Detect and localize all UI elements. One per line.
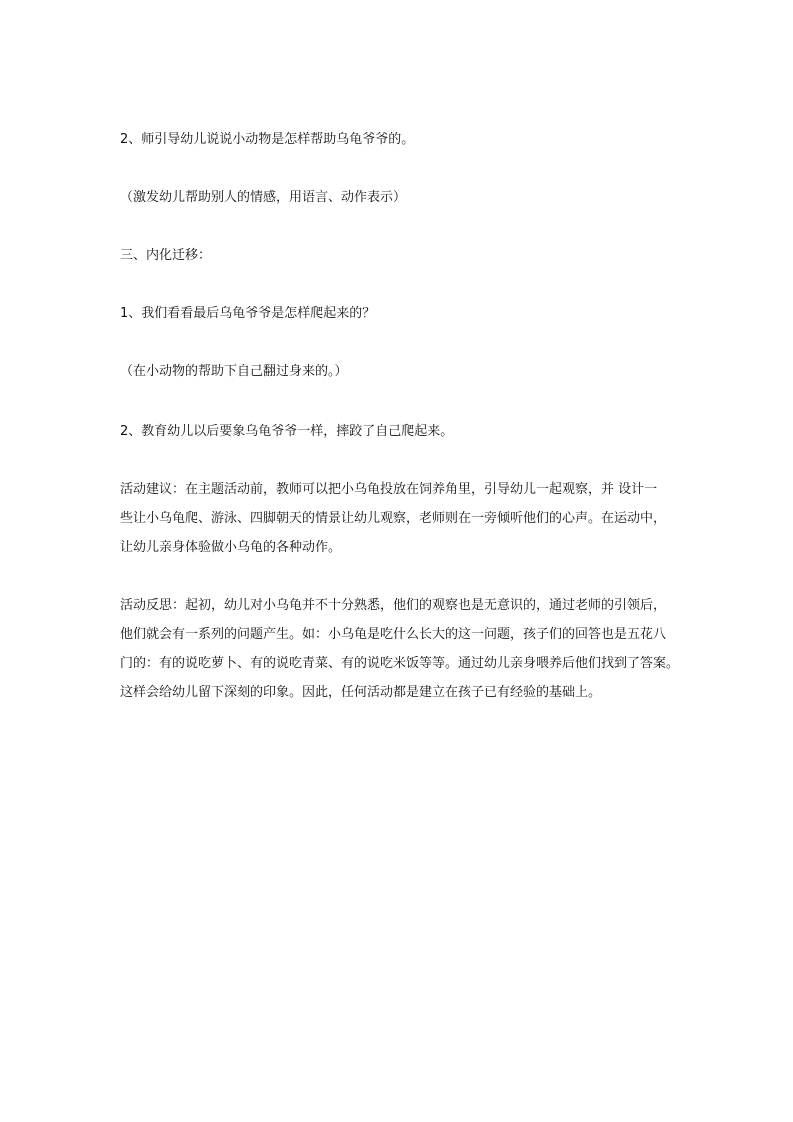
activity-reflection-line: 活动反思：起初，幼儿对小乌龟并不十分熟悉，他们的观察也是无意识的，通过老师的引领后， xyxy=(120,598,667,613)
activity-reflection-line: 这样会给幼儿留下深刻的印象。因此，任何活动都是建立在孩子已有经验的基础上。 xyxy=(120,685,602,700)
activity-suggestion-line: 让幼儿亲身体验做小乌龟的各种动作。 xyxy=(120,540,342,555)
activity-suggestion-paragraph xyxy=(120,475,680,562)
activity-suggestion-line: 活动建议：在主题活动前，教师可以把小乌龟投放在饲养角里，引导幼儿一起观察，并 设计一 xyxy=(120,482,658,497)
activity-reflection-paragraph xyxy=(120,591,680,707)
activity-suggestion-line: 些让小乌龟爬、游泳、四脚朝天的情景让幼儿观察，老师则在一旁倾听他们的心声。在运动中， xyxy=(120,511,667,526)
step-2-note: （激发幼儿帮助别人的情感，用语言、动作表示） xyxy=(120,190,407,205)
activity-reflection-line: 他们就会有一系列的问题产生。如：小乌龟是吃什么长大的这一问题，孩子们的回答也是五花八 xyxy=(120,627,667,642)
section-3-step-1-note: （在小动物的帮助下自己翻过身来的。） xyxy=(120,364,348,379)
section-3-heading: 三、内化迁移： xyxy=(120,248,212,263)
section-3-step-1: 1、我们看看最后乌龟爷爷是怎样爬起来的？ xyxy=(120,306,376,321)
activity-reflection-line: 门的：有的说吃萝卜、有的说吃青菜、有的说吃米饭等等。通过幼儿亲身喂养后他们找到了答案。 xyxy=(120,656,680,671)
step-2-guide-text: 2、师引导幼儿说说小动物是怎样帮助乌龟爷爷的。 xyxy=(120,132,415,147)
section-3-step-2: 2、教育幼儿以后要象乌龟爷爷一样，摔跤了自己爬起来。 xyxy=(120,424,454,439)
